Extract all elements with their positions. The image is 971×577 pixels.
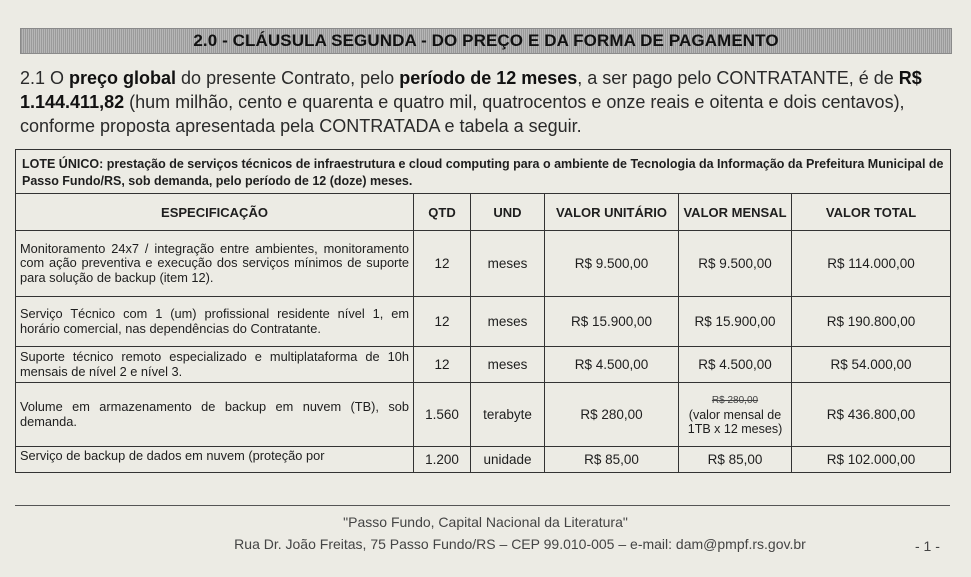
col-qtd: QTD: [414, 194, 471, 231]
clause-title: 2.0 - CLÁUSULA SEGUNDA - DO PREÇO E DA FORMA DE PAGAMENTO: [193, 31, 779, 50]
cell-unit-value: R$ 85,00: [545, 447, 679, 473]
cell-spec: Volume em armazenamento de backup em nuvem (TB), sob demanda.: [16, 383, 414, 447]
cell-total-value: R$ 114.000,00: [792, 231, 951, 297]
col-total-value: VALOR TOTAL: [792, 194, 951, 231]
intro-bold-amount: R$ 1.144.411,82: [20, 68, 922, 112]
cell-monthly-value: [679, 383, 792, 447]
cell-total-value: R$ 436.800,00: [792, 383, 951, 447]
cell-monthly-value: R$ 15.900,00: [679, 297, 792, 347]
intro-bold-global-price: preço global: [69, 68, 177, 88]
cell-unit-value: R$ 280,00: [545, 383, 679, 447]
cell-qtd: 1.560: [414, 383, 471, 447]
intro-paragraph: [20, 66, 955, 138]
col-spec: ESPECIFICAÇÃO: [16, 194, 414, 231]
table-row: [16, 297, 951, 347]
table-row: [16, 447, 951, 473]
intro-text-2: do presente Contrato, pelo: [176, 68, 400, 88]
cell-und: meses: [471, 231, 545, 297]
table-row: [16, 347, 951, 383]
cell-und: unidade: [471, 447, 545, 473]
intro-text-3: , a ser pago pelo CONTRATANTE, é de: [577, 68, 899, 88]
lot-header: LOTE ÚNICO: prestação de serviços técnicos de infraestrutura e cloud computing para o ambiente de Tecnologia da Informação da Prefeitura Municipal de Passo Fundo/RS, sob demanda, pelo período de 12 (doze) meses.: [16, 150, 951, 194]
cell-monthly-value: R$ 9.500,00: [679, 231, 792, 297]
price-table: [15, 149, 951, 473]
cell-qtd: 12: [414, 231, 471, 297]
cell-spec: Serviço de backup de dados em nuvem (proteção por: [16, 447, 414, 473]
footer-motto: "Passo Fundo, Capital Nacional da Literatura": [343, 514, 628, 530]
clause-heading-bar: [20, 28, 952, 54]
intro-bold-period: período de 12 meses: [399, 68, 578, 88]
cell-monthly-value: R$ 85,00: [679, 447, 792, 473]
intro-text-4: (hum milhão, cento e quarenta e quatro mil, quatrocentos e onze reais e oitenta e dois centavos), conforme proposta apresentada pela CONTRATADA e tabela a seguir.: [20, 92, 905, 136]
cell-unit-value: R$ 9.500,00: [545, 231, 679, 297]
table-row: [16, 383, 951, 447]
intro-text-1: 2.1 O: [20, 68, 70, 88]
cell-und: meses: [471, 297, 545, 347]
cell-qtd: 12: [414, 297, 471, 347]
page-number: - 1 -: [915, 538, 940, 554]
col-monthly-value: VALOR MENSAL: [679, 194, 792, 231]
footer-address: Rua Dr. João Freitas, 75 Passo Fundo/RS – CEP 99.010-005 – e-mail: dam@pmpf.rs.gov.br: [234, 536, 806, 552]
cell-spec: Suporte técnico remoto especializado e multiplataforma de 10h mensais de nível 2 e nível 3.: [16, 347, 414, 383]
cell-monthly-value: R$ 4.500,00: [679, 347, 792, 383]
cell-unit-value: R$ 15.900,00: [545, 297, 679, 347]
cell-unit-value: R$ 4.500,00: [545, 347, 679, 383]
column-header-row: [16, 194, 951, 231]
cell-spec: Serviço Técnico com 1 (um) profissional residente nível 1, em horário comercial, nas dependências do Contratante.: [16, 297, 414, 347]
cell-und: terabyte: [471, 383, 545, 447]
cell-spec: Monitoramento 24x7 / integração entre ambientes, monitoramento com ação preventiva e execução dos serviços mínimos de suporte para solução de backup (item 12).: [16, 231, 414, 297]
cell-qtd: 1.200: [414, 447, 471, 473]
table-row: [16, 231, 951, 297]
cell-und: meses: [471, 347, 545, 383]
monthly-value-struck: R$ 280,00: [711, 394, 759, 406]
footer-divider: [15, 505, 950, 506]
cell-qtd: 12: [414, 347, 471, 383]
cell-total-value: R$ 102.000,00: [792, 447, 951, 473]
col-unit-value: VALOR UNITÁRIO: [545, 194, 679, 231]
monthly-value-note: (valor mensal de 1TB x 12 meses): [687, 407, 783, 436]
col-und: UND: [471, 194, 545, 231]
cell-total-value: R$ 54.000,00: [792, 347, 951, 383]
cell-total-value: R$ 190.800,00: [792, 297, 951, 347]
